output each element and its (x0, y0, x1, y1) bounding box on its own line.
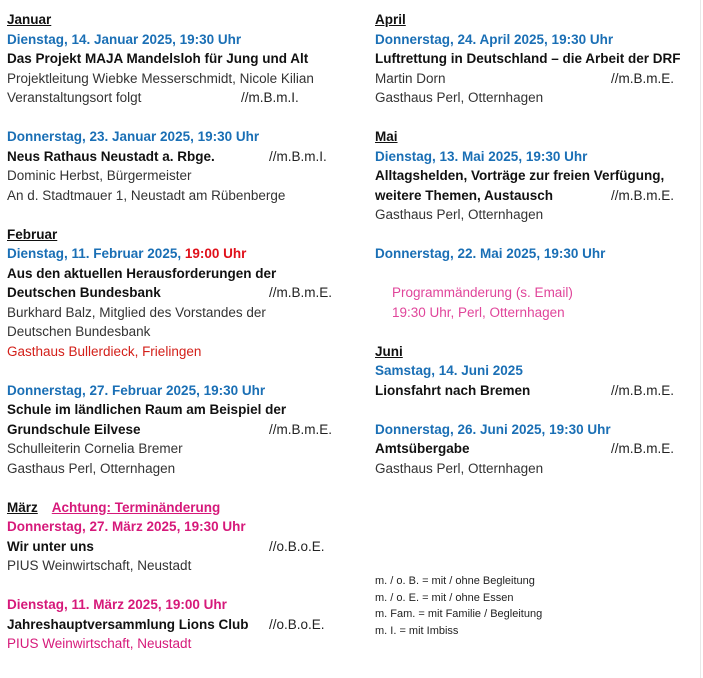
event-code: //m.B.m.I. (269, 148, 327, 164)
event-code: //m.B.m.I. (241, 90, 299, 105)
event-location: Veranstaltungsort folgt (7, 90, 142, 105)
event-location: Gasthaus Perl, Otternhagen (375, 460, 544, 476)
event-code: //o.B.o.E. (269, 616, 325, 632)
event-location: PIUS Weinwirtschaft, Neustadt (7, 636, 192, 651)
month-heading-june: Juni (375, 343, 403, 359)
event-title: Alltagshelden, Vorträge zur freien Verfügung, (375, 168, 665, 183)
event-title-row (7, 537, 352, 557)
event-title: Luftrettung in Deutschland – die Arbeit der DRF (375, 51, 681, 66)
event-location: Gasthaus Perl, Otternhagen (375, 207, 544, 222)
event-code: //m.B.m.E. (269, 285, 333, 300)
program-change-notice: 19:30 Uhr, Perl, Otternhagen (392, 304, 565, 320)
program-change-notice: Programmänderung (s. Email) (392, 285, 573, 300)
month-heading-january: Januar (7, 12, 52, 27)
event-code: //m.B.m.E. (611, 70, 675, 86)
event-title-row (7, 283, 352, 303)
legend-entry: m. Fam. = mit Familie / Begleitung (375, 608, 543, 620)
event-location: Gasthaus Bullerdieck, Frielingen (7, 343, 202, 359)
event-title-row (375, 381, 695, 401)
event-location-row (7, 88, 352, 108)
event-speaker: Projektleitung Wiebke Messerschmidt, Nicole Kilian (7, 70, 314, 86)
legend-entry: m. / o. E. = mit / ohne Essen (375, 591, 514, 604)
event-speaker: Schulleiterin Cornelia Bremer (7, 441, 183, 456)
right-column (375, 10, 695, 639)
event-speaker: Dominic Herbst, Bürgermeister (7, 168, 192, 183)
event-title-row (375, 439, 695, 459)
event-title: Neus Rathaus Neustadt a. Rbge. (7, 148, 215, 164)
event-title-row (7, 147, 352, 167)
event-title-row (7, 420, 352, 440)
event-speaker-row (375, 69, 695, 89)
event-speaker: Martin Dorn (375, 70, 446, 86)
page-edge-line (700, 0, 701, 678)
event-date: Samstag, 14. Juni 2025 (375, 363, 523, 378)
event-location: Gasthaus Perl, Otternhagen (7, 460, 176, 476)
month-heading-may: Mai (375, 129, 398, 144)
event-date-row (7, 244, 352, 264)
left-column (7, 10, 352, 654)
event-title-row (375, 186, 695, 206)
event-date: Dienstag, 11. März 2025, 19:00 Uhr (7, 597, 227, 612)
month-heading-row (7, 498, 352, 518)
event-date: Donnerstag, 23. Januar 2025, 19:30 Uhr (7, 129, 260, 144)
event-title: Jahreshauptversammlung Lions Club (7, 616, 249, 632)
month-heading-april: April (375, 12, 406, 27)
event-time-changed: 19:00 Uhr (184, 246, 247, 261)
event-title: Das Projekt MAJA Mandelsloh für Jung und Alt (7, 51, 309, 66)
event-code: //m.B.m.E. (269, 421, 333, 437)
event-title: Wir unter uns (7, 538, 94, 554)
event-title: weitere Themen, Austausch (375, 187, 554, 203)
month-heading-february: Februar (7, 226, 58, 242)
event-location: Gasthaus Perl, Otternhagen (375, 90, 544, 105)
event-title: Grundschule Eilvese (7, 421, 141, 437)
event-title: Amtsübergabe (375, 441, 470, 456)
schedule-change-alert: Achtung: Terminänderung (51, 499, 221, 515)
event-date: Donnerstag, 22. Mai 2025, 19:30 Uhr (375, 246, 606, 261)
event-speaker: Deutschen Bundesbank (7, 324, 151, 339)
event-date: Dienstag, 14. Januar 2025, 19:30 Uhr (7, 31, 242, 47)
event-title: Lionsfahrt nach Bremen (375, 382, 531, 398)
event-date: Donnerstag, 26. Juni 2025, 19:30 Uhr (375, 421, 611, 437)
event-code: //m.B.m.E. (611, 187, 675, 203)
legend-entry: m. / o. B. = mit / ohne Begleitung (375, 575, 535, 587)
event-date: Dienstag, 11. Februar 2025, (7, 246, 185, 261)
event-title-row (7, 615, 352, 635)
legend-entry: m. I. = mit Imbiss (375, 624, 459, 637)
event-code: //m.B.m.E. (611, 441, 675, 456)
event-date: Dienstag, 13. Mai 2025, 19:30 Uhr (375, 148, 588, 164)
event-speaker: Burkhard Balz, Mitglied des Vorstandes der (7, 304, 266, 320)
event-location: PIUS Weinwirtschaft, Neustadt (7, 558, 192, 573)
event-title: Schule im ländlichen Raum am Beispiel der (7, 402, 287, 417)
event-title: Aus den aktuellen Herausforderungen der (7, 265, 277, 281)
month-heading-march: März (7, 499, 38, 515)
event-code: //o.B.o.E. (269, 538, 325, 554)
event-date: Donnerstag, 27. März 2025, 19:30 Uhr (7, 519, 246, 534)
event-location: An d. Stadtmauer 1, Neustadt am Rübenberge (7, 187, 286, 203)
event-title: Deutschen Bundesbank (7, 285, 161, 300)
event-date: Donnerstag, 24. April 2025, 19:30 Uhr (375, 31, 614, 47)
event-code: //m.B.m.E. (611, 382, 675, 398)
event-date: Donnerstag, 27. Februar 2025, 19:30 Uhr (7, 382, 266, 398)
